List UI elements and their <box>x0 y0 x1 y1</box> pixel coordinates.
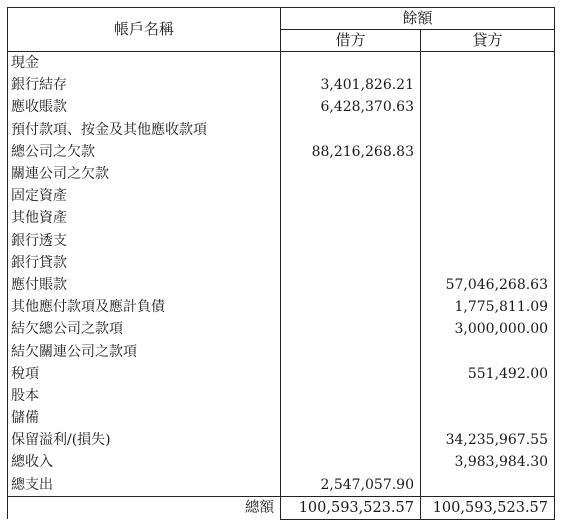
total-credit: 100,593,523.57 <box>421 496 555 519</box>
table-row <box>8 363 555 385</box>
credit-cell <box>421 141 555 163</box>
table-row <box>8 230 555 252</box>
credit-cell <box>421 230 555 252</box>
account-rows <box>8 52 555 497</box>
table-row <box>8 74 555 96</box>
table-row <box>8 451 555 473</box>
credit-cell: 551,492.00 <box>421 363 555 385</box>
credit-cell <box>421 52 555 75</box>
credit-cell <box>421 119 555 141</box>
table-row <box>8 96 555 118</box>
debit-cell <box>281 207 421 229</box>
table-row <box>8 119 555 141</box>
credit-cell <box>421 207 555 229</box>
total-row <box>8 496 555 519</box>
debit-cell <box>281 119 421 141</box>
debit-cell <box>281 429 421 451</box>
credit-cell <box>421 474 555 497</box>
credit-cell <box>421 74 555 96</box>
total-label: 總額 <box>8 496 281 519</box>
table-row <box>8 385 555 407</box>
table-row <box>8 141 555 163</box>
account-name-cell: 總收入 <box>8 451 281 473</box>
table-row <box>8 296 555 318</box>
debit-cell <box>281 252 421 274</box>
account-name-cell: 總支出 <box>8 474 281 497</box>
account-name-cell: 固定資產 <box>8 185 281 207</box>
table-row <box>8 318 555 340</box>
debit-cell <box>281 185 421 207</box>
debit-cell <box>281 318 421 340</box>
account-name-cell: 銀行貸款 <box>8 252 281 274</box>
debit-cell <box>281 52 421 75</box>
credit-cell: 3,000,000.00 <box>421 318 555 340</box>
account-name-cell: 保留溢利/(損失) <box>8 429 281 451</box>
debit-cell <box>281 230 421 252</box>
credit-cell: 57,046,268.63 <box>421 274 555 296</box>
debit-cell <box>281 296 421 318</box>
debit-cell <box>281 340 421 362</box>
debit-cell <box>281 385 421 407</box>
table-row <box>8 474 555 497</box>
account-name-cell: 結欠總公司之款項 <box>8 318 281 340</box>
account-name-cell: 儲備 <box>8 407 281 429</box>
credit-cell <box>421 385 555 407</box>
account-name-cell: 應付賬款 <box>8 274 281 296</box>
trial-balance-table <box>7 7 555 520</box>
account-name-header: 帳戶名稱 <box>8 8 281 52</box>
debit-header: 借方 <box>281 30 421 52</box>
account-name-cell: 稅項 <box>8 363 281 385</box>
account-name-cell: 銀行透支 <box>8 230 281 252</box>
debit-cell: 3,401,826.21 <box>281 74 421 96</box>
credit-cell <box>421 407 555 429</box>
credit-cell <box>421 96 555 118</box>
credit-cell <box>421 252 555 274</box>
credit-cell <box>421 185 555 207</box>
account-name-cell: 應收賬款 <box>8 96 281 118</box>
account-name-cell: 其他應付款項及應計負債 <box>8 296 281 318</box>
table-row <box>8 340 555 362</box>
table-row <box>8 52 555 75</box>
debit-cell <box>281 407 421 429</box>
account-name-cell: 銀行結存 <box>8 74 281 96</box>
balance-header: 餘額 <box>281 8 555 30</box>
account-name-cell: 總公司之欠款 <box>8 141 281 163</box>
table-row <box>8 207 555 229</box>
account-name-cell: 結欠關連公司之款項 <box>8 340 281 362</box>
table-row <box>8 407 555 429</box>
account-name-cell: 現金 <box>8 52 281 75</box>
debit-cell <box>281 363 421 385</box>
credit-header: 貸方 <box>421 30 555 52</box>
table-row <box>8 252 555 274</box>
account-name-cell: 預付款項、按金及其他應收款項 <box>8 119 281 141</box>
account-name-cell: 關連公司之欠款 <box>8 163 281 185</box>
table-row <box>8 429 555 451</box>
table-row <box>8 185 555 207</box>
debit-cell: 2,547,057.90 <box>281 474 421 497</box>
trial-balance-sheet <box>7 7 554 517</box>
debit-cell <box>281 274 421 296</box>
debit-cell: 6,428,370.63 <box>281 96 421 118</box>
credit-cell: 34,235,967.55 <box>421 429 555 451</box>
account-name-cell: 股本 <box>8 385 281 407</box>
debit-cell <box>281 451 421 473</box>
credit-cell <box>421 163 555 185</box>
credit-cell: 3,983,984.30 <box>421 451 555 473</box>
total-debit: 100,593,523.57 <box>281 496 421 519</box>
account-name-cell: 其他資產 <box>8 207 281 229</box>
table-row <box>8 274 555 296</box>
credit-cell: 1,775,811.09 <box>421 296 555 318</box>
debit-cell: 88,216,268.83 <box>281 141 421 163</box>
credit-cell <box>421 340 555 362</box>
table-row <box>8 163 555 185</box>
debit-cell <box>281 163 421 185</box>
